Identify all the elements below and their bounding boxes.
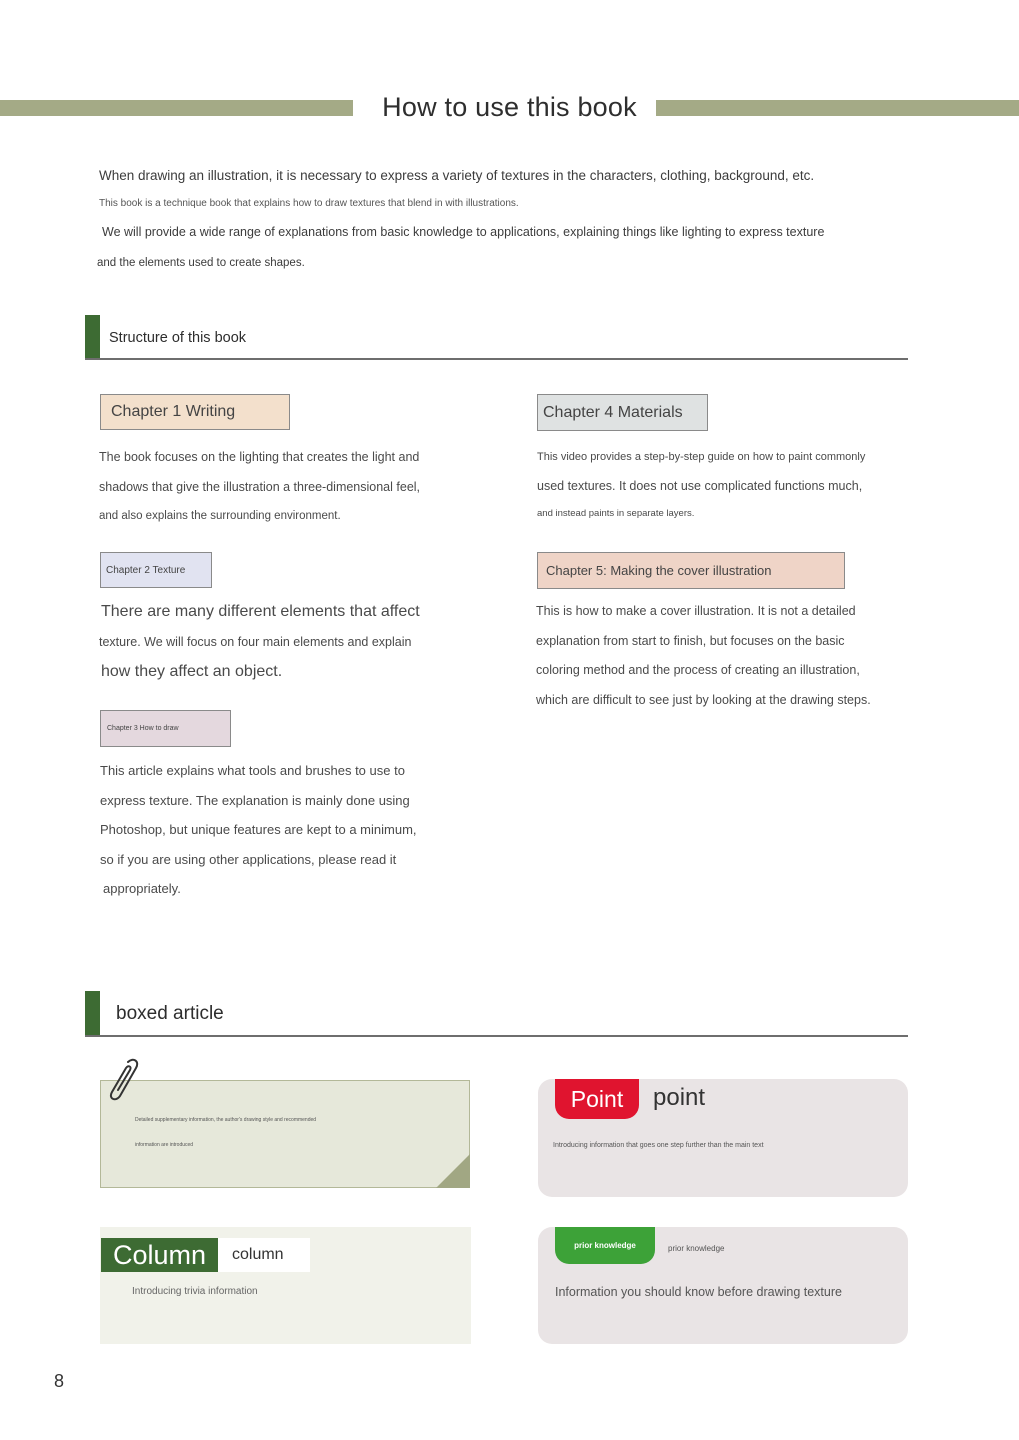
point-label: point (653, 1084, 706, 1111)
note-text-line-1: Detailed supplementary information, the author's drawing style and recommended (135, 1117, 317, 1123)
point-tag: Point (555, 1079, 639, 1119)
boxed-heading-accent (85, 991, 100, 1036)
chapter-3-line-4: so if you are using other applications, please read it (100, 851, 397, 867)
page-number: 8 (54, 1371, 65, 1391)
chapter-1-label (100, 394, 290, 430)
page-title: How to use this book (382, 92, 637, 122)
structure-heading: Structure of this book (109, 330, 247, 346)
paperclip-icon (106, 1056, 142, 1104)
boxed-heading-rule (85, 1035, 908, 1037)
chapter-1-label-text: Chapter 1 Writing (111, 403, 236, 420)
chapter-3-line-2: express texture. The explanation is mainly done using (100, 792, 410, 808)
chapter-1-line-3: and also explains the surrounding environment. (99, 510, 341, 522)
structure-heading-accent (85, 315, 100, 358)
chapter-3-line-3: Photoshop, but unique features are kept to a minimum, (100, 822, 417, 837)
chapter-2-line-1: There are many different elements that affect (101, 603, 420, 620)
chapter-4-description (537, 443, 865, 529)
note-page-fold (436, 1154, 470, 1188)
intro-line-2: This book is a technique book that explains how to draw textures that blend in with illustrations. (99, 198, 519, 209)
chapter-2-description (99, 597, 420, 687)
chapter-3-label (100, 710, 231, 747)
chapter-4-line-2: used textures. It does not use complicated functions much, (537, 478, 863, 493)
point-text: Introducing information that goes one step further than the main text (553, 1142, 764, 1149)
chapter-5-line-2: explanation from start to finish, but focuses on the basic (536, 633, 845, 648)
intro-line-3: We will provide a wide range of explanations from basic knowledge to applications, explaining things like lighting to express texture (102, 225, 825, 239)
supplementary-note-box (100, 1080, 470, 1188)
chapter-3-description (100, 756, 417, 904)
prior-knowledge-text: Information you should know before drawing texture (555, 1285, 842, 1299)
intro-line-4: and the elements used to create shapes. (97, 257, 305, 269)
structure-heading-rule (85, 358, 908, 360)
chapter-4-label-text: Chapter 4 Materials (543, 403, 683, 421)
chapter-2-line-2: texture. We will focus on four main elements and explain (99, 635, 412, 649)
chapter-4-line-3: and instead paints in separate layers. (537, 508, 695, 519)
chapter-1-line-2: shadows that give the illustration a three-dimensional feel, (99, 479, 421, 494)
chapter-4-line-1: This video provides a step-by-step guide on how to paint commonly (537, 451, 866, 463)
chapter-4-label (537, 394, 708, 431)
chapter-5-label-text: Chapter 5: Making the cover illustration (546, 563, 772, 578)
prior-knowledge-label: prior knowledge (668, 1244, 725, 1253)
prior-knowledge-tag: prior knowledge (555, 1227, 655, 1264)
note-text-line-2: information are introduced (135, 1142, 194, 1148)
intro-line-1: When drawing an illustration, it is necessary to express a variety of textures in the characters, clothing, background, etc. (99, 168, 815, 183)
chapter-1-description (99, 443, 420, 532)
column-tag: Column (101, 1238, 218, 1272)
chapter-2-line-3: how they affect an object. (101, 663, 283, 680)
chapter-5-line-4: which are difficult to see just by looking at the drawing steps. (536, 692, 871, 707)
chapter-2-label (100, 552, 212, 588)
chapter-5-label (537, 552, 845, 589)
chapter-3-line-5: appropriately. (103, 881, 181, 896)
chapter-2-label-text: Chapter 2 Texture (106, 564, 186, 576)
chapter-1-line-1: The book focuses on the lighting that creates the light and (99, 450, 420, 464)
chapter-5-line-3: coloring method and the process of creating an illustration, (536, 663, 860, 677)
chapter-5-line-1: This is how to make a cover illustration. It is not a detailed (536, 604, 856, 618)
column-text: Introducing trivia information (132, 1286, 258, 1297)
chapter-3-line-1: This article explains what tools and brushes to use to (100, 763, 405, 778)
chapter-3-label-text: Chapter 3 How to draw (107, 725, 179, 732)
column-label: column (218, 1238, 310, 1272)
chapter-5-description (536, 597, 871, 715)
boxed-heading: boxed article (116, 1003, 224, 1024)
